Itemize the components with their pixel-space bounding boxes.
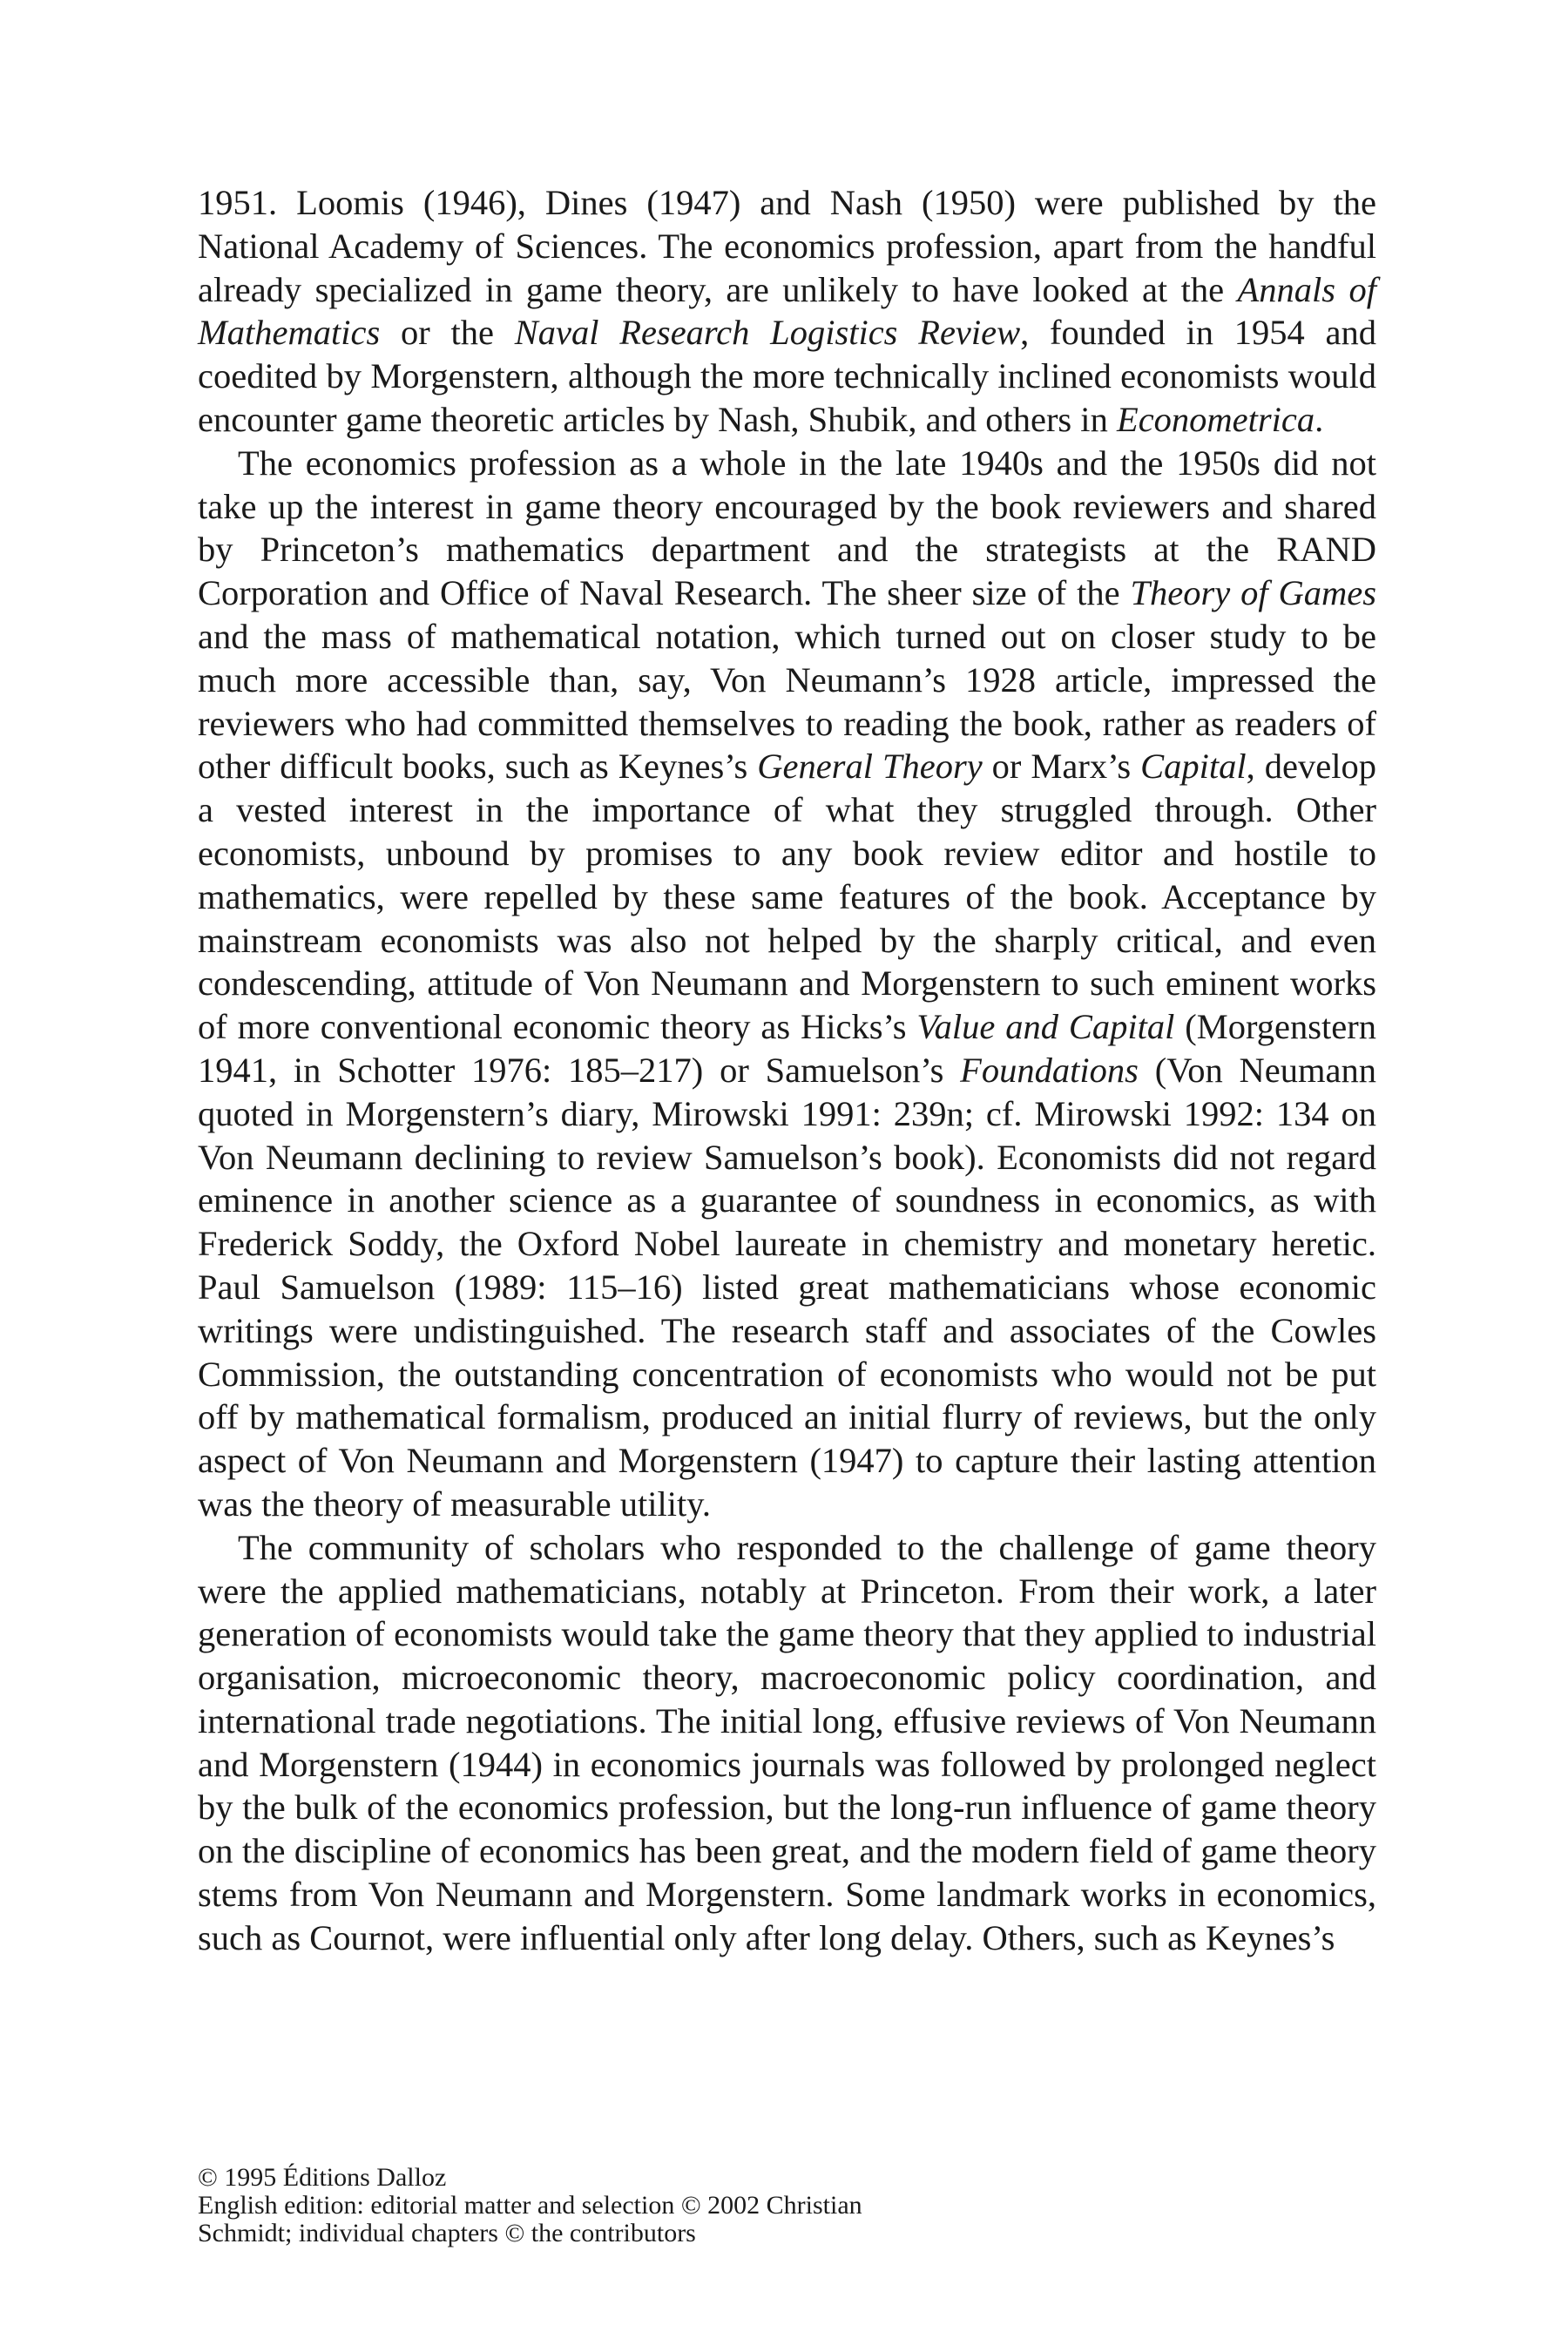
text-run: The economics profession as a whole in the late 1940s and the 1950s did not take up the interest in game theory encouraged by the book reviewers and shared by Princeton’s mathematics department and the strategists at the RAND Corporation and Office of Naval Research. The sheer size of the [198, 443, 1376, 613]
italic-title: Value and Capital [916, 1007, 1175, 1047]
copyright-line: © 1995 Éditions Dalloz [198, 2163, 447, 2192]
italic-title: Econometrica [1116, 399, 1315, 439]
text-run: or Marx’s [982, 747, 1141, 787]
paragraph [198, 181, 1376, 442]
text-run: . [1315, 399, 1324, 439]
paragraph [198, 442, 1376, 1526]
text-run: (Morgenstern 1941, in Schotter 1976: 185–217) or Samuelson’s [198, 1007, 1376, 1090]
copyright-line: English edition: editorial matter and selection © 2002 Christian [198, 2191, 862, 2220]
italic-title: Capital [1140, 747, 1247, 787]
text-run: 1951. Loomis (1946), Dines (1947) and Nash (1950) were published by the National Academy of Sciences. The economics profession, apart from the handful already specialized in game theory, are unlikely to have looked at the [198, 183, 1376, 309]
text-run: , founded in 1954 and coedited by Morgenstern, although the more technically inclined economists would encounter game theoretic articles by Nash, Shubik, and others in [198, 313, 1376, 439]
text-run: The community of scholars who responded to the challenge of game theory were the applied mathematicians, notably at Princeton. From their work, a later generation of economists would take the game theory that they applied to industrial organisation, microeconomic theory, macroeconomic policy coordination, and international trade negotiations. The initial long, effusive reviews of Von Neumann and Morgenstern (1944) in economics journals was followed by prolonged neglect by the bulk of the economics profession, but the long-run influence of game theory on the discipline of economics has been great, and the modern field of game theory stems from Von Neumann and Morgenstern. Some landmark works in economics, such as Cournot, were influential only after long delay. Others, such as Keynes’s [198, 1527, 1376, 1957]
copyright-line: Schmidt; individual chapters © the contributors [198, 2219, 696, 2247]
text-run: and the mass of mathematical notation, which turned out on closer study to be much more accessible than, say, Von Neumann’s 1928 article, impressed the reviewers who had committed themselves to reading the book, rather as readers of other difficult books, such as Keynes’s [198, 616, 1376, 787]
paragraph [198, 1526, 1376, 1960]
text-run: or the [380, 313, 515, 353]
italic-title: Annals of Mathematics [198, 269, 1376, 353]
text-run: (Von Neumann quoted in Morgenstern’s diary, Mirowski 1991: 239n; cf. Mirowski 1992: 134 on Von Neumann declining to review Samuelson’s book). Economists did not regard eminence in another science as a guarantee of soundness in economics, as with Frederick Soddy, the Oxford Nobel laureate in chemistry and monetary heretic. Paul Samuelson (1989: 115–16) listed great mathematicians whose economic writings were undistinguished. The research staff and associates of the Cowles Commission, the outstanding concentration of economists who would not be put off by mathematical formalism, produced an initial flurry of reviews, but the only aspect of Von Neumann and Morgenstern (1947) to capture their lasting attention was the theory of measurable utility. [198, 1050, 1377, 1524]
copyright-footer [198, 2164, 1069, 2247]
text-run: , develop a vested interest in the importance of what they struggled through. Other economists, unbound by promises to any book review editor and hostile to mathematics, were repelled by these same features of the book. Acceptance by mainstream economists was also not helped by the sharply critical, and even condescending, attitude of Von Neumann and Morgenstern to such eminent works of more conventional economic theory as Hicks’s [198, 747, 1376, 1047]
italic-title: Naval Research Logistics Review [514, 313, 1021, 353]
italic-title: Foundations [960, 1050, 1139, 1090]
page-body [198, 181, 1376, 1960]
italic-title: Theory of Games [1130, 573, 1376, 613]
italic-title: General Theory [757, 747, 983, 787]
